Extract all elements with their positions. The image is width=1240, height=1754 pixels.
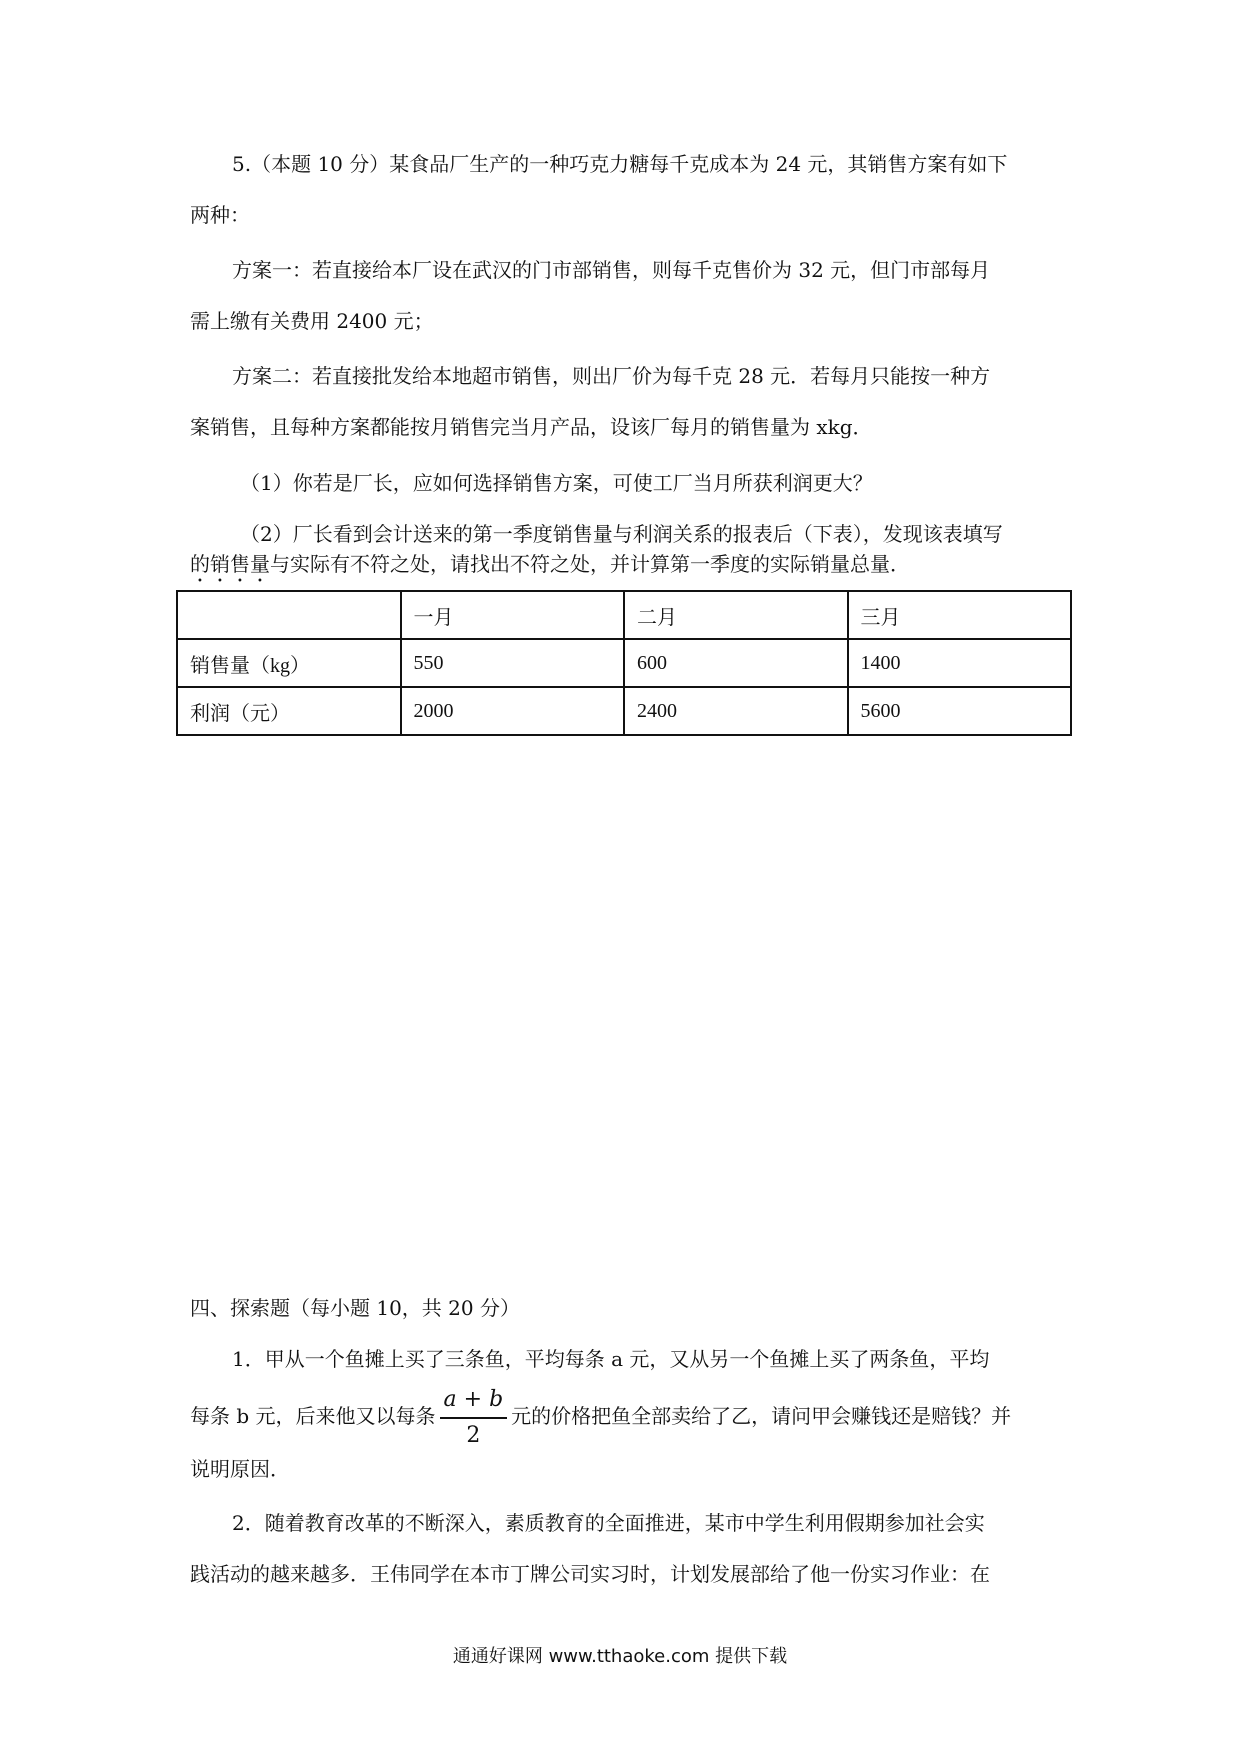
sub-question-2-line-2 [190, 550, 1070, 587]
table-row [177, 687, 1071, 735]
plan2-line-1: 方案二：若直接批发给本地超市销售，则出厂价为每千克 28 元．若每月只能按一种方 [232, 364, 991, 388]
fraction-a-plus-b-over-2 [440, 1385, 508, 1451]
table-cell: 550 [401, 639, 625, 687]
s4-q1-line-1: 1．甲从一个鱼摊上买了三条鱼，平均每条 a 元，又从另一个鱼摊上买了两条鱼，平均 [232, 1347, 990, 1371]
table-cell: 1400 [848, 639, 1072, 687]
q5-line-2: 两种： [190, 203, 250, 227]
s4-q2-line-1: 2．随着教育改革的不断深入，素质教育的全面推进，某市中学生利用假期参加社会实 [232, 1511, 985, 1535]
q5-line-1: 5.（本题 10 分）某食品厂生产的一种巧克力糖每千克成本为 24 元，其销售方案有如下 [232, 152, 1008, 176]
plan1-line-2: 需上缴有关费用 2400 元； [190, 309, 434, 333]
s4-q1-line-2-post: 元的价格把鱼全部卖给了乙，请问甲会赚钱还是赔钱？并 [511, 1404, 1012, 1428]
table-header-cell [177, 591, 401, 639]
table-cell: 利润（元） [177, 687, 401, 735]
sub-question-1: （1）你若是厂长，应如何选择销售方案，可使工厂当月所获利润更大？ [240, 471, 873, 495]
sales-profit-table [176, 590, 1072, 736]
table-header-row [177, 591, 1071, 639]
s4-q1-line-2-pre: 每条 b 元，后来他又以每条 [190, 1404, 436, 1428]
table-header-cell: 一月 [401, 591, 625, 639]
table-row [177, 639, 1071, 687]
table-header-cell: 二月 [624, 591, 848, 639]
s4-q1-line-3: 说明原因． [190, 1457, 290, 1481]
sub-question-2-rest: 与实际有不符之处，请找出不符之处，并计算第一季度的实际销量总量． [270, 552, 910, 576]
sub-question-2-line-1: （2）厂长看到会计送来的第一季度销售量与利润关系的报表后（下表），发现该表填写 [240, 522, 1003, 546]
section-title: 四、探索题（每小题 10，共 20 分） [190, 1296, 520, 1320]
table-cell: 2400 [624, 687, 848, 735]
table-cell: 5600 [848, 687, 1072, 735]
fraction-denominator: 2 [466, 1422, 481, 1448]
plan1-line-1: 方案一：若直接给本厂设在武汉的门市部销售，则每千克售价为 32 元，但门市部每月 [232, 258, 991, 282]
footer-source: 通通好课网 www.tthaoke.com 提供下载 [452, 1646, 788, 1667]
table-cell: 600 [624, 639, 848, 687]
fraction-numerator: a + b [440, 1385, 508, 1419]
table-cell: 2000 [401, 687, 625, 735]
plan2-line-2: 案销售，且每种方案都能按月销售完当月产品，设该厂每月的销售量为 xkg． [190, 415, 873, 439]
s4-q2-line-2: 践活动的越来越多．王伟同学在本市丁牌公司实习时，计划发展部给了他一份实习作业：在 [190, 1562, 990, 1586]
s4-q1-line-2 [190, 1382, 1070, 1450]
table-cell: 销售量（kg） [177, 639, 401, 687]
emphasized-sales-volume: 的销售量 [190, 552, 270, 576]
table-header-cell: 三月 [848, 591, 1072, 639]
